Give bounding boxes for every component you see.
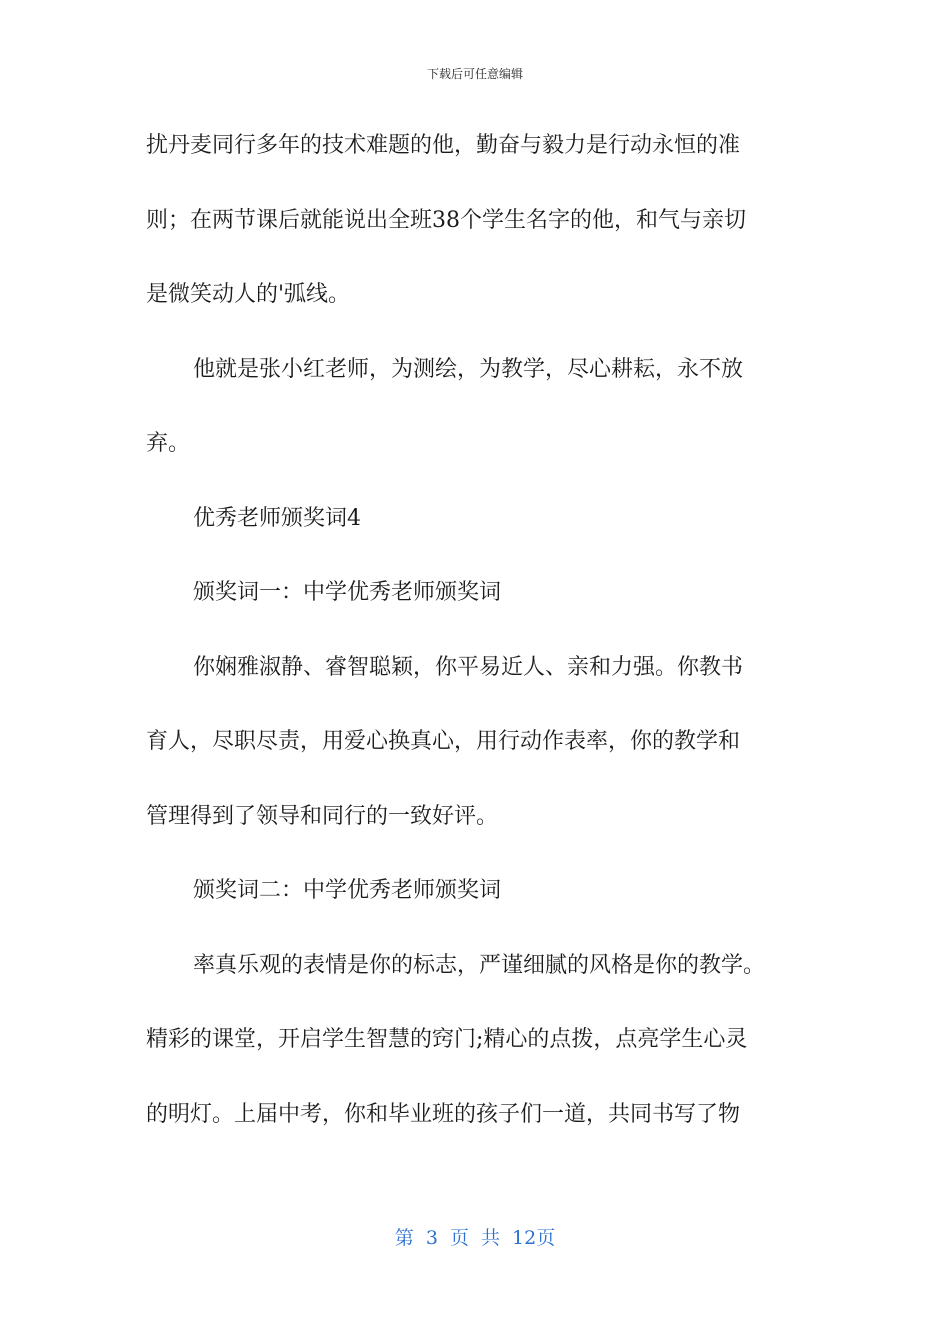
- page-number-footer: 第 3 页 共 12页: [394, 1227, 556, 1249]
- text-line: 弃。: [146, 431, 191, 456]
- section-heading: 优秀老师颁奖词4: [193, 505, 361, 531]
- text-line: 他就是张小红老师，为测绘，为教学，尽心耕耘，永不放: [193, 356, 744, 382]
- subsection-heading: 颁奖词一：中学优秀老师颁奖词: [193, 580, 502, 605]
- text-line: 率真乐观的表情是你的标志，严谨细腻的风格是你的教学。: [193, 952, 766, 978]
- text-line: 管理得到了领导和同行的一致好评。: [146, 803, 499, 829]
- text-line: 则；在两节课后就能说出全班38个学生名字的他，和气与亲切: [146, 207, 746, 233]
- text-line: 精彩的课堂，开启学生智慧的窍门;精心的点拨，点亮学生心灵: [146, 1027, 748, 1052]
- text-line: 是微笑动人的'弧线。: [146, 282, 351, 307]
- text-line: 你娴雅淑静、睿智聪颖，你平易近人、亲和力强。你教书: [193, 654, 744, 680]
- text-line: 的明灯。上届中考，你和毕业班的孩子们一道，共同书写了物: [146, 1101, 741, 1127]
- document-body: [146, 124, 806, 1167]
- text-line: 育人，尽职尽责，用爱心换真心，用行动作表率，你的教学和: [146, 729, 741, 754]
- page-header: 下载后可任意编辑: [426, 67, 523, 81]
- text-line: 扰丹麦同行多年的技术难题的他，勤奋与毅力是行动永恒的准: [146, 133, 741, 158]
- subsection-heading: 颁奖词二：中学优秀老师颁奖词: [193, 878, 502, 903]
